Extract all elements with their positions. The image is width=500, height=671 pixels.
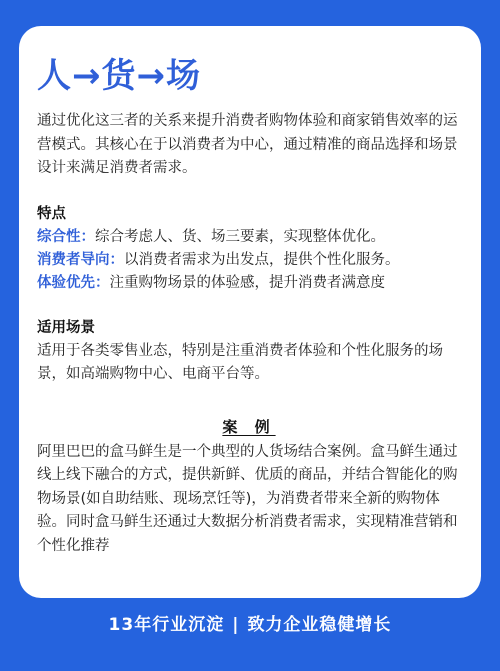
spacer <box>37 181 461 203</box>
footer-separator: | <box>232 615 240 635</box>
feature-text: 以消费者需求为出发点，提供个性化服务。 <box>124 251 400 268</box>
scenario-heading: 适用场景 <box>37 319 95 336</box>
scenario-paragraph: 适用于各类零售业态，特别是注重消费者体验和个性化服务的场景，如高端购物中心、电商平台等。 <box>37 342 443 382</box>
feature-key: 体验优先： <box>37 274 110 291</box>
feature-item <box>37 272 461 295</box>
page-title: 人→货→场 <box>37 56 201 96</box>
feature-text: 注重购物场景的体验感，提升消费者满意度 <box>109 274 385 291</box>
spacer <box>37 295 461 317</box>
feature-item <box>37 249 461 272</box>
footer-right-text: 致力企业稳健增长 <box>247 615 392 635</box>
spacer <box>37 387 461 401</box>
content-card <box>19 26 481 598</box>
intro-paragraph: 通过优化这三者的关系来提升消费者购物体验和商家销售效率的运营模式。其核心在于以消费者为中心，通过精准的商品选择和场景设计来满足消费者需求。 <box>37 113 458 176</box>
case-paragraph: 阿里巴巴的盒马鲜生是一个典型的人货场结合案例。盒马鲜生通过线上线下融合的方式，提供新鲜、优质的商品，并结合智能化的购物场景(如自助结账、现场烹饪等)，为消费者带来全新的购物体验。同时盒马鲜生还通过大数据分析消费者需求，实现精准营销和个性化推荐 <box>37 443 458 554</box>
feature-text: 综合考虑人、货、场三要素，实现整体优化。 <box>95 228 385 245</box>
feature-item <box>37 226 461 249</box>
footer-left-text: 13年行业沉淀 <box>108 615 225 635</box>
feature-key: 综合性： <box>37 228 95 245</box>
features-heading: 特点 <box>37 205 66 222</box>
spacer <box>37 401 461 415</box>
footer-slogan <box>0 610 500 635</box>
feature-key: 消费者导向： <box>37 251 124 268</box>
case-heading: 案 例 <box>222 417 276 436</box>
